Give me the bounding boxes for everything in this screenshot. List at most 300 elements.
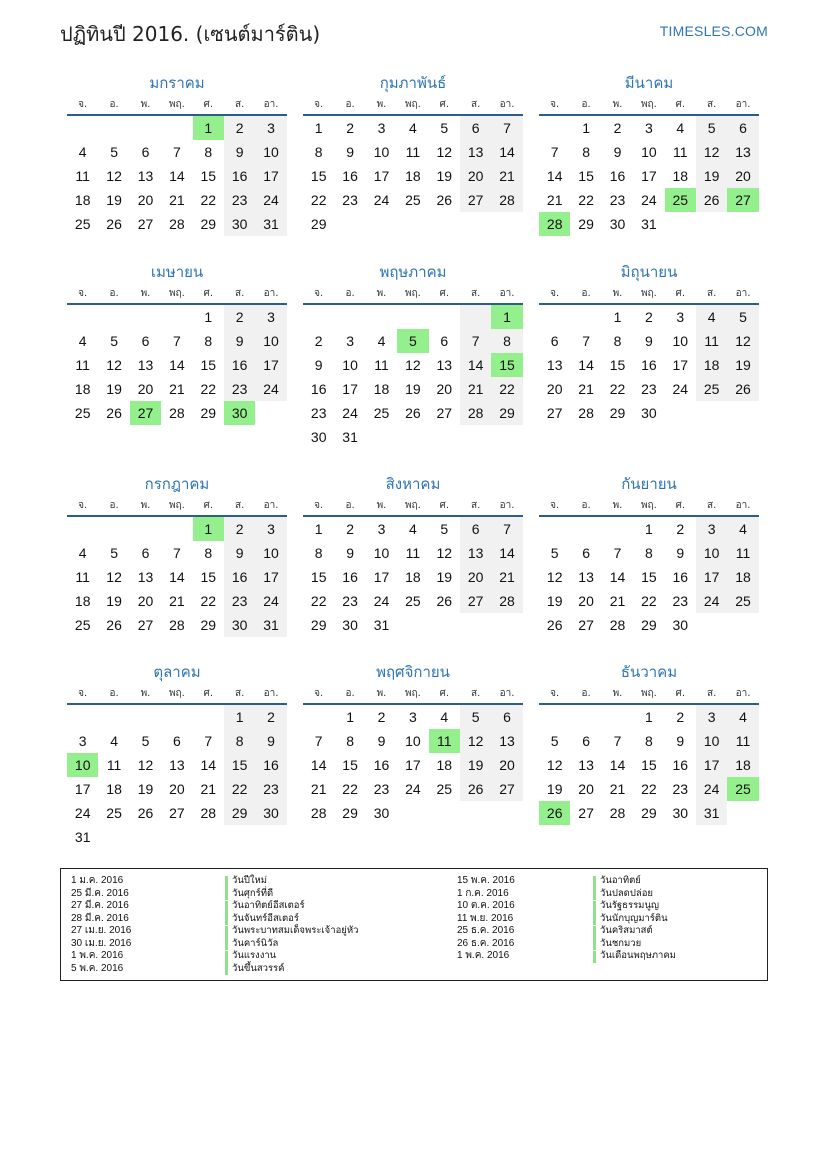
day-cell: 18 — [74, 381, 91, 397]
day-cell: 9 — [346, 144, 354, 160]
day-cell: 13 — [546, 357, 563, 373]
day-cell: 23 — [224, 377, 255, 401]
day-cell: 21 — [609, 781, 626, 797]
day-cell: 17 — [696, 753, 727, 777]
holiday-marker — [593, 938, 596, 950]
month-name: สิงหาคม — [385, 475, 441, 493]
weekday-header — [303, 495, 523, 517]
day-cell: 3 — [346, 333, 354, 349]
weekday-label: พฤ. — [404, 288, 421, 299]
day-cell: 8 — [491, 329, 522, 353]
day-cell: 18 — [373, 381, 390, 397]
day-cell: 27 — [491, 777, 522, 801]
day-cell: 16 — [609, 168, 626, 184]
empty-cell — [539, 116, 570, 140]
day-cell: 31 — [255, 212, 286, 236]
weekday-label: อา. — [263, 688, 279, 699]
empty-cell — [67, 705, 98, 729]
day-cell: 23 — [641, 381, 657, 397]
holiday-name: วันจันทร์อีสเตอร์ — [232, 912, 299, 924]
day-cell: 26 — [436, 593, 453, 609]
day-cell: 7 — [491, 116, 522, 140]
holiday-column-left — [71, 875, 451, 975]
day-grid — [67, 517, 287, 637]
empty-cell — [491, 425, 522, 449]
holiday-name: วันคาร์นิวัล — [232, 937, 279, 949]
day-cell: 15 — [224, 753, 255, 777]
weekday-label: จ. — [550, 688, 560, 699]
empty-cell — [460, 801, 491, 825]
day-cell: 13 — [137, 357, 154, 373]
month-calendar — [67, 473, 287, 637]
day-cell: 14 — [310, 757, 327, 773]
day-cell: 15 — [200, 357, 217, 373]
day-cell: 18 — [74, 192, 91, 208]
day-cell: 8 — [582, 144, 590, 160]
day-cell: 16 — [373, 757, 390, 773]
day-cell: 24 — [74, 805, 91, 821]
day-cell: 7 — [172, 144, 181, 160]
weekday-label: อา. — [735, 688, 751, 699]
month-name: กุมภาพันธ์ — [379, 74, 447, 92]
day-cell: 22 — [342, 781, 358, 797]
weekday-header — [67, 94, 287, 116]
empty-cell — [255, 401, 286, 425]
day-cell: 3 — [696, 705, 727, 729]
weekday-label: ส. — [707, 288, 717, 299]
empty-cell — [696, 401, 727, 425]
holiday-name: วันขึ้นสวรรค์ — [232, 962, 285, 974]
weekday-label: อา. — [499, 500, 515, 511]
day-cell: 22 — [641, 781, 657, 797]
day-cell: 28 — [169, 216, 185, 232]
holiday-date: 10 ต.ค. 2016 — [457, 900, 515, 911]
holiday-marker — [593, 926, 596, 938]
weekday-label: ส. — [707, 500, 717, 511]
month-name: พฤษภาคม — [379, 263, 447, 281]
empty-cell — [334, 212, 365, 236]
holiday-day-cell: 1 — [491, 305, 522, 329]
day-cell: 29 — [641, 805, 657, 821]
weekday-header — [539, 94, 759, 116]
holiday-entry — [71, 925, 451, 938]
day-cell: 19 — [546, 781, 563, 797]
day-cell: 11 — [75, 569, 90, 585]
weekday-label: อา. — [263, 500, 279, 511]
empty-cell — [193, 705, 224, 729]
day-cell: 2 — [676, 709, 685, 725]
day-cell: 16 — [310, 381, 327, 397]
day-cell: 24 — [342, 405, 358, 421]
weekday-label: ศ. — [675, 500, 686, 511]
day-cell: 11 — [405, 144, 421, 160]
day-cell: 9 — [224, 541, 255, 565]
day-cell: 2 — [224, 305, 255, 329]
holiday-name: วันอาทิตย์อีสเตอร์ — [232, 900, 305, 911]
day-cell: 2 — [377, 709, 386, 725]
day-cell: 15 — [310, 569, 327, 585]
day-cell: 20 — [137, 192, 154, 208]
day-cell: 21 — [169, 593, 185, 609]
day-cell: 5 — [110, 333, 118, 349]
day-cell: 4 — [408, 521, 417, 537]
day-cell: 16 — [342, 168, 358, 184]
weekday-label: ส. — [471, 688, 481, 699]
day-cell: 13 — [169, 757, 185, 773]
day-grid — [303, 705, 523, 825]
day-cell: 19 — [727, 353, 758, 377]
weekday-label: จ. — [78, 288, 88, 299]
day-cell: 2 — [676, 521, 685, 537]
day-cell: 1 — [613, 309, 622, 325]
holiday-column-right — [457, 875, 757, 963]
day-cell: 31 — [74, 829, 91, 845]
empty-cell — [539, 517, 570, 541]
day-cell: 11 — [405, 545, 421, 561]
day-cell: 27 — [169, 805, 185, 821]
day-cell: 11 — [672, 144, 688, 160]
holiday-marker — [225, 901, 228, 913]
day-cell: 2 — [314, 333, 323, 349]
holiday-name: วันแรงงาน — [232, 950, 277, 961]
day-cell: 10 — [342, 357, 358, 373]
day-cell: 6 — [172, 733, 181, 749]
day-grid — [539, 116, 759, 236]
day-cell: 22 — [491, 377, 522, 401]
day-cell: 24 — [672, 381, 689, 397]
day-cell: 23 — [373, 781, 390, 797]
month-calendar — [303, 72, 523, 236]
weekday-label: อา. — [735, 99, 751, 110]
day-cell: 19 — [106, 192, 122, 208]
month-name: เมษายน — [150, 263, 204, 281]
day-cell: 4 — [377, 333, 386, 349]
day-cell: 28 — [460, 401, 491, 425]
holiday-name: วันปลดปล่อย — [600, 887, 653, 899]
weekday-label: พ. — [140, 99, 151, 110]
empty-cell — [130, 116, 161, 140]
day-cell: 3 — [377, 120, 386, 136]
day-cell: 4 — [110, 733, 118, 749]
weekday-label: จ. — [78, 99, 88, 110]
day-cell: 22 — [224, 777, 255, 801]
day-cell: 9 — [676, 545, 685, 561]
month-calendar — [303, 661, 523, 825]
holiday-date: 11 พ.ย. 2016 — [457, 912, 514, 924]
day-cell: 1 — [204, 309, 213, 325]
day-cell: 19 — [460, 753, 491, 777]
day-cell: 4 — [727, 705, 758, 729]
day-cell: 15 — [310, 168, 327, 184]
empty-cell — [67, 517, 98, 541]
empty-cell — [397, 801, 428, 825]
day-cell: 12 — [546, 757, 563, 773]
day-cell: 2 — [644, 309, 653, 325]
day-cell: 4 — [727, 517, 758, 541]
empty-cell — [696, 212, 727, 236]
day-cell: 21 — [169, 381, 185, 397]
day-cell: 2 — [613, 120, 622, 136]
day-cell: 28 — [609, 805, 626, 821]
weekday-label: พฤ. — [168, 99, 185, 110]
holiday-name: วันเดือนพฤษภาคม — [600, 950, 676, 961]
day-cell: 16 — [342, 569, 358, 585]
day-cell: 12 — [106, 357, 122, 373]
day-cell: 28 — [491, 589, 522, 613]
day-cell: 24 — [255, 188, 286, 212]
weekday-label: ส. — [471, 288, 481, 299]
day-cell: 9 — [224, 329, 255, 353]
weekday-label: อ. — [581, 288, 591, 299]
empty-cell — [161, 705, 192, 729]
day-cell: 4 — [78, 144, 87, 160]
day-cell: 12 — [106, 168, 122, 184]
weekday-header — [539, 283, 759, 305]
weekday-label: อ. — [345, 99, 355, 110]
day-cell: 21 — [310, 781, 327, 797]
weekday-label: พ. — [376, 688, 387, 699]
weekday-label: พฤ. — [404, 99, 421, 110]
day-cell: 14 — [578, 357, 594, 373]
holiday-entry — [71, 888, 451, 901]
day-cell: 30 — [224, 613, 255, 637]
holiday-entry — [71, 963, 451, 976]
empty-cell — [696, 613, 727, 637]
day-cell: 30 — [310, 429, 327, 445]
day-cell: 21 — [491, 565, 522, 589]
weekday-label: ศ. — [439, 288, 450, 299]
day-cell: 24 — [373, 192, 390, 208]
day-cell: 23 — [672, 781, 689, 797]
day-cell: 6 — [460, 116, 491, 140]
day-cell: 1 — [314, 521, 323, 537]
day-cell: 13 — [137, 569, 154, 585]
weekday-label: จ. — [550, 288, 560, 299]
day-cell: 16 — [224, 353, 255, 377]
brand-link[interactable]: TIMESLES.COM — [659, 23, 768, 39]
day-grid — [539, 705, 759, 825]
day-cell: 29 — [609, 405, 626, 421]
weekday-label: ส. — [471, 500, 481, 511]
month-calendar — [67, 72, 287, 236]
day-cell: 8 — [224, 729, 255, 753]
day-cell: 25 — [74, 405, 91, 421]
weekday-label: พ. — [140, 500, 151, 511]
day-cell: 6 — [550, 333, 559, 349]
empty-cell — [161, 116, 192, 140]
weekday-label: จ. — [78, 500, 88, 511]
day-cell: 12 — [436, 144, 453, 160]
weekday-label: ศ. — [675, 99, 686, 110]
weekday-label: อ. — [581, 500, 591, 511]
weekday-label: ส. — [235, 288, 245, 299]
holiday-entry — [457, 925, 757, 938]
day-cell: 29 — [641, 617, 657, 633]
day-cell: 7 — [172, 545, 181, 561]
month-calendar — [303, 261, 523, 449]
day-cell: 14 — [546, 168, 563, 184]
day-cell: 12 — [546, 569, 563, 585]
day-cell: 20 — [546, 381, 563, 397]
month-calendar — [67, 261, 287, 425]
day-cell: 10 — [373, 144, 390, 160]
day-cell: 9 — [644, 333, 653, 349]
day-cell: 13 — [460, 140, 491, 164]
holiday-entry — [71, 875, 451, 888]
holiday-date: 1 ก.ค. 2016 — [457, 887, 509, 899]
day-cell: 17 — [641, 168, 657, 184]
day-cell: 15 — [200, 168, 217, 184]
day-cell: 4 — [676, 120, 685, 136]
day-cell: 1 — [644, 709, 653, 725]
day-cell: 30 — [373, 805, 390, 821]
day-cell: 5 — [550, 545, 559, 561]
day-cell: 29 — [342, 805, 358, 821]
weekday-label: พ. — [140, 688, 151, 699]
day-cell: 25 — [74, 617, 91, 633]
holiday-marker — [593, 901, 596, 913]
day-cell: 8 — [204, 545, 213, 561]
month-calendar — [303, 473, 523, 637]
day-cell: 5 — [460, 705, 491, 729]
day-grid — [67, 705, 287, 849]
day-cell: 11 — [727, 729, 758, 753]
day-cell: 31 — [373, 617, 390, 633]
day-cell: 26 — [696, 188, 727, 212]
weekday-label: พฤ. — [640, 288, 657, 299]
day-cell: 20 — [578, 593, 594, 609]
month-name: มกราคม — [149, 74, 205, 92]
day-cell: 18 — [106, 781, 122, 797]
day-cell: 14 — [609, 569, 626, 585]
day-cell: 14 — [169, 569, 185, 585]
weekday-label: พฤ. — [168, 688, 185, 699]
day-cell: 14 — [200, 757, 217, 773]
holiday-date: 1 พ.ค. 2016 — [71, 950, 124, 961]
day-cell: 29 — [310, 617, 327, 633]
holiday-day-cell: 26 — [539, 801, 570, 825]
weekday-label: อ. — [345, 500, 355, 511]
day-cell: 21 — [609, 593, 626, 609]
day-cell: 23 — [342, 593, 358, 609]
day-cell: 20 — [460, 565, 491, 589]
day-cell: 19 — [696, 164, 727, 188]
empty-cell — [602, 705, 633, 729]
weekday-label: จ. — [314, 688, 324, 699]
day-cell: 28 — [578, 405, 594, 421]
weekday-header — [303, 94, 523, 116]
day-cell: 28 — [609, 617, 626, 633]
weekday-label: ศ. — [203, 99, 214, 110]
day-cell: 17 — [373, 569, 390, 585]
day-cell: 1 — [314, 120, 323, 136]
day-cell: 18 — [672, 168, 689, 184]
day-cell: 26 — [436, 192, 453, 208]
day-cell: 30 — [342, 617, 358, 633]
weekday-label: พฤ. — [640, 500, 657, 511]
day-cell: 20 — [727, 164, 758, 188]
holiday-marker — [225, 926, 228, 938]
day-cell: 17 — [74, 781, 91, 797]
day-cell: 6 — [582, 733, 590, 749]
day-cell: 11 — [75, 357, 90, 373]
weekday-label: อ. — [345, 288, 355, 299]
day-cell: 23 — [342, 192, 358, 208]
day-cell: 4 — [696, 305, 727, 329]
day-grid — [303, 517, 523, 637]
empty-cell — [665, 401, 696, 425]
holiday-entry — [71, 900, 451, 913]
day-cell: 19 — [405, 381, 421, 397]
holiday-name: วันคริสมาสต์ — [600, 925, 653, 936]
day-cell: 15 — [641, 757, 657, 773]
empty-cell — [224, 825, 255, 849]
holiday-name: วันชกมวย — [600, 937, 642, 949]
day-cell: 12 — [696, 140, 727, 164]
holiday-date: 30 เม.ย. 2016 — [71, 937, 132, 949]
empty-cell — [130, 825, 161, 849]
day-cell: 20 — [578, 781, 594, 797]
weekday-label: อา. — [263, 288, 279, 299]
weekday-header — [67, 683, 287, 705]
day-cell: 25 — [696, 377, 727, 401]
day-cell: 30 — [641, 405, 657, 421]
empty-cell — [303, 705, 334, 729]
day-cell: 8 — [346, 733, 354, 749]
holiday-entry — [71, 913, 451, 926]
day-cell: 26 — [460, 777, 491, 801]
day-cell: 21 — [169, 192, 185, 208]
empty-cell — [366, 305, 397, 329]
day-cell: 16 — [672, 569, 689, 585]
day-cell: 6 — [460, 517, 491, 541]
day-cell: 10 — [641, 144, 657, 160]
day-cell: 10 — [405, 733, 421, 749]
day-cell: 20 — [491, 753, 522, 777]
day-cell: 25 — [405, 593, 421, 609]
day-cell: 24 — [696, 589, 727, 613]
day-cell: 31 — [696, 801, 727, 825]
weekday-label: จ. — [550, 99, 560, 110]
holiday-day-cell: 5 — [397, 329, 428, 353]
weekday-label: อา. — [735, 500, 751, 511]
day-cell: 14 — [491, 541, 522, 565]
month-name: กรกฎาคม — [144, 475, 210, 493]
weekday-label: พฤ. — [168, 288, 185, 299]
holiday-day-cell: 15 — [491, 353, 522, 377]
day-cell: 31 — [342, 429, 358, 445]
holiday-date: 25 มี.ค. 2016 — [71, 887, 129, 899]
day-cell: 11 — [75, 168, 90, 184]
day-cell: 18 — [405, 168, 421, 184]
weekday-label: อา. — [263, 99, 279, 110]
weekday-label: จ. — [314, 500, 324, 511]
day-cell: 19 — [546, 593, 563, 609]
holiday-marker — [225, 913, 228, 925]
day-cell: 23 — [224, 589, 255, 613]
weekday-label: พฤ. — [404, 688, 421, 699]
empty-cell — [130, 517, 161, 541]
weekday-label: อา. — [735, 288, 751, 299]
day-cell: 9 — [224, 140, 255, 164]
day-cell: 13 — [727, 140, 758, 164]
day-cell: 27 — [137, 617, 154, 633]
empty-cell — [98, 825, 129, 849]
day-cell: 8 — [644, 733, 653, 749]
empty-cell — [130, 705, 161, 729]
month-calendar — [539, 661, 759, 825]
empty-cell — [491, 613, 522, 637]
